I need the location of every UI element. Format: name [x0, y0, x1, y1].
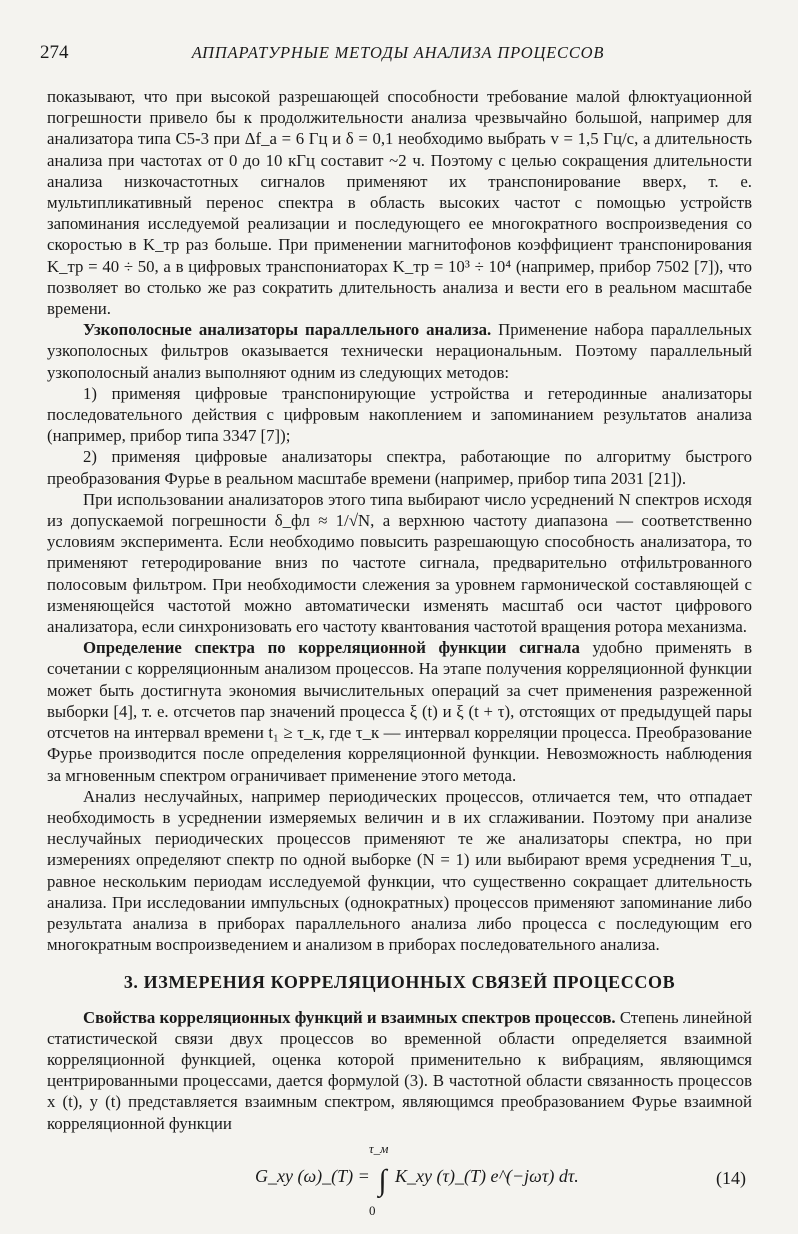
- paragraph-text: Степень линейной статистической связи двух процессов во временной области определяется взаимной корреляционной функцией, оценка которой применительно к вибрациям, являющимся центрированными процессами, дается формулой (3). В частотной области связанность процессов x (t), y (t) представляется взаимным спектром, являющимся преобразованием Фурье взаимной корреляционной функции: [47, 1007, 752, 1133]
- equation-body: [255, 1163, 579, 1197]
- run-in-heading: Узкополосные анализаторы параллельного анализа.: [83, 320, 492, 340]
- equation-lhs: G_xy (ω)_(T) =: [255, 1165, 370, 1186]
- paragraph: показывают, что при высокой разрешающей способности требование малой флюктуационной погрешности привело бы к продолжительности анализа чрезвычайно большой, например для анализатора типа С5-3 при Δf_a = 6 Гц и δ = 0,1 необходимо выбрать v = 1,5 Гц/с, а длительность анализа при частотах от 0 до 10 кГц составит ~2 ч. Поэтому с целью сокращения длительности анализа низкочастотных сигналов применяют их транспонирование вверх, т. е. мультипликативный перенос спектра в область высоких частот с помощью устройств запоминания исследуемой реализации и последующего ее многократного воспроизведения со скоростью в K_тр раз больше. При применении магнитофонов коэффициент транспонирования K_тр = 40 ÷ 50, а в цифровых транспониаторах K_тр = 10³ ÷ 10⁴ (например, прибор 7502 [7]), что позволяет во столько же раз сократить длительность анализа и вести его в реальном масштабе времени.: [47, 87, 752, 319]
- list-item: 1) применяя цифровые транспонирующие устройства и гетеродинные анализаторы последовательного действия с цифровым накоплением и запоминанием результатов анализа (например, прибор типа 3347 [7]);: [47, 383, 752, 446]
- integral-upper-limit: τ_м: [369, 1140, 389, 1156]
- equation-14: [47, 1138, 752, 1234]
- paragraph: [47, 319, 752, 383]
- running-title: АППАРАТУРНЫЕ МЕТОДЫ АНАЛИЗА ПРОЦЕССОВ: [191, 43, 605, 62]
- integral-lower-limit: 0: [369, 1202, 376, 1218]
- list-item: 2) применяя цифровые анализаторы спектра, работающие по алгоритму быстрого преобразования Фурье в реальном масштабе времени (например, прибор типа 2031 [21]).: [47, 447, 752, 488]
- page-number: 274: [40, 42, 69, 63]
- section-heading: 3. ИЗМЕРЕНИЯ КОРРЕЛЯЦИОННЫХ СВЯЗЕЙ ПРОЦЕССОВ: [123, 972, 676, 993]
- paragraph-text: удобно применять в сочетании с корреляционным анализом процессов. На этапе получения корреляционной функции может быть достигнута экономия вычислительных операций за счет применения разреженной выборки [4], т. е. отсчетов пар значений процесса ξ (t) и ξ (t + τ), отстоящих от предыдущей пары отсчетов на интервал времени t₁ ≥ τ_к, где τ_к — интервал корреляции процесса. Преобразование Фурье производится после определения корреляционной функции. Невозможность наблюдения за мгновенным спектром ограничивает применение этого метода.: [47, 638, 752, 785]
- paragraph: При использовании анализаторов этого типа выбирают число усреднений N спектров исходя из допускаемой погрешности δ_фл ≈ 1/√N, а верхнюю частоту диапазона — соответственно условиям эксперимента. Если необходимо повысить разрешающую способность анализатора, то применяют гетеродирование вниз по частоте сигнала, предварительно отфильтрованного полосовым фильтром. При необходимости слежения за уровнем гармонической составляющей с изменяющейся частотой можно автоматически изменять масштаб оси частот цифрового анализатора, если синхронизовать его частоту квантования частотой вращения ротора механизма.: [47, 489, 752, 637]
- page-header: [40, 42, 756, 66]
- run-in-heading: Определение спектра по корреляционной функции сигнала: [83, 638, 580, 658]
- equation-integrand: K_xy (τ)_(T) e^(−jωτ) dτ.: [395, 1165, 579, 1186]
- paragraph: [47, 637, 752, 785]
- page-body: [47, 86, 752, 1234]
- paragraph: Анализ неслучайных, например периодических процессов, отличается тем, что отпадает необходимость в усреднении измеряемых величин и в их сглаживании. Поэтому при анализе неслучайных периодических процессов применяют те же анализаторы спектра, но при измерениях определяют спектр по одной выборке (N = 1) или выбирают время усреднения T_u, равное нескольким периодам исследуемой функции, что существенно сокращает длительность анализа. При исследовании импульсных (однократных) процессов применяют запоминание либо результата анализа в приборах параллельного анализа либо процесса с последующим его многократным воспроизведением и анализом в приборах последовательного анализа.: [47, 786, 752, 955]
- paragraph: [47, 1007, 752, 1134]
- equation-number: (14): [716, 1167, 746, 1188]
- paragraph-text: Применение набора параллельных узкополосных фильтров оказывается технически нерациональным. Поэтому параллельный узкополосный анализ выполняют одним из следующих методов:: [47, 320, 752, 382]
- run-in-heading: Свойства корреляционных функций и взаимных спектров процессов.: [83, 1007, 616, 1027]
- integral-sign-icon: ∫: [378, 1163, 387, 1197]
